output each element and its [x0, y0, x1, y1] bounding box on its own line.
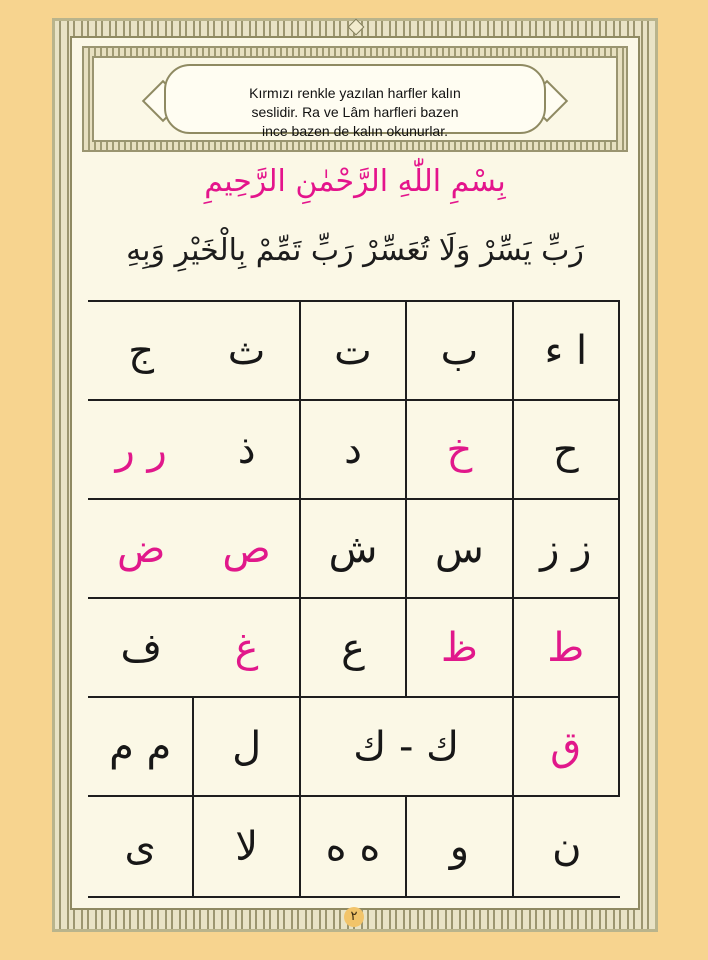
- letter-cell-ghayn[interactable]: غ: [194, 599, 300, 698]
- page-number: ٢: [344, 907, 364, 927]
- letter-cell-ta[interactable]: ت: [301, 302, 407, 401]
- instruction-card: [164, 64, 546, 139]
- arabic-letters-grid: [88, 300, 620, 898]
- letter-cell-jim[interactable]: ج: [88, 302, 194, 401]
- letter-cell-dhal[interactable]: ذ: [194, 401, 300, 500]
- letter-cell-sin[interactable]: س: [407, 500, 513, 599]
- letter-cell-ya[interactable]: ى: [88, 797, 194, 896]
- letter-cell-dad[interactable]: ض: [88, 500, 194, 599]
- instruction-box: [82, 46, 628, 152]
- letter-cell-shin[interactable]: ش: [301, 500, 407, 599]
- letter-cell-waw[interactable]: و: [407, 797, 513, 896]
- letter-cell-dal[interactable]: د: [301, 401, 407, 500]
- letter-cell-nun[interactable]: ن: [552, 823, 582, 870]
- letter-cell-fa[interactable]: ف: [88, 599, 194, 698]
- basmala-heading: بِسْمِ اللّٰهِ الرَّحْمٰنِ الرَّحِيمِ: [204, 164, 506, 199]
- instruction-text: Kırmızı renkle yazılan harfler kalın seslidir. Ra ve Lâm harfleri bazen ince bazen de kalın okunurlar.: [249, 85, 461, 139]
- letter-cell-ha[interactable]: ح: [514, 401, 620, 500]
- letter-cell-ra[interactable]: ر ر: [88, 401, 194, 500]
- letter-cell-ta-heavy[interactable]: ط: [514, 599, 620, 698]
- letter-cell-mim[interactable]: م م: [88, 698, 194, 797]
- letter-cell-kha[interactable]: خ: [407, 401, 513, 500]
- letter-cell-alif[interactable]: ا ء: [514, 302, 620, 401]
- letter-cell-za[interactable]: ز ز: [514, 500, 620, 599]
- letter-cell-tha[interactable]: ث: [194, 302, 300, 401]
- letter-cell-lam[interactable]: ل: [194, 698, 300, 797]
- letter-cell-kaf[interactable]: ك - ك: [301, 698, 514, 797]
- letter-cell-qaf[interactable]: ق: [514, 698, 620, 797]
- letter-cell-lam-alif[interactable]: لا: [194, 797, 300, 896]
- letter-cell-ha-end[interactable]: ه ه: [301, 797, 407, 896]
- instruction-box-inner: [92, 56, 618, 142]
- letter-cell-ayn[interactable]: ع: [301, 599, 407, 698]
- letter-cell-sad[interactable]: ص: [194, 500, 300, 599]
- letter-cell-za-heavy[interactable]: ظ: [407, 599, 513, 698]
- prayer-verse: رَبِّ يَسِّرْ وَلَا تُعَسِّرْ رَبِّ تَمِّمْ بِالْخَيْرِ وَبِهِ: [126, 233, 584, 268]
- letter-cell-ba[interactable]: ب: [407, 302, 513, 401]
